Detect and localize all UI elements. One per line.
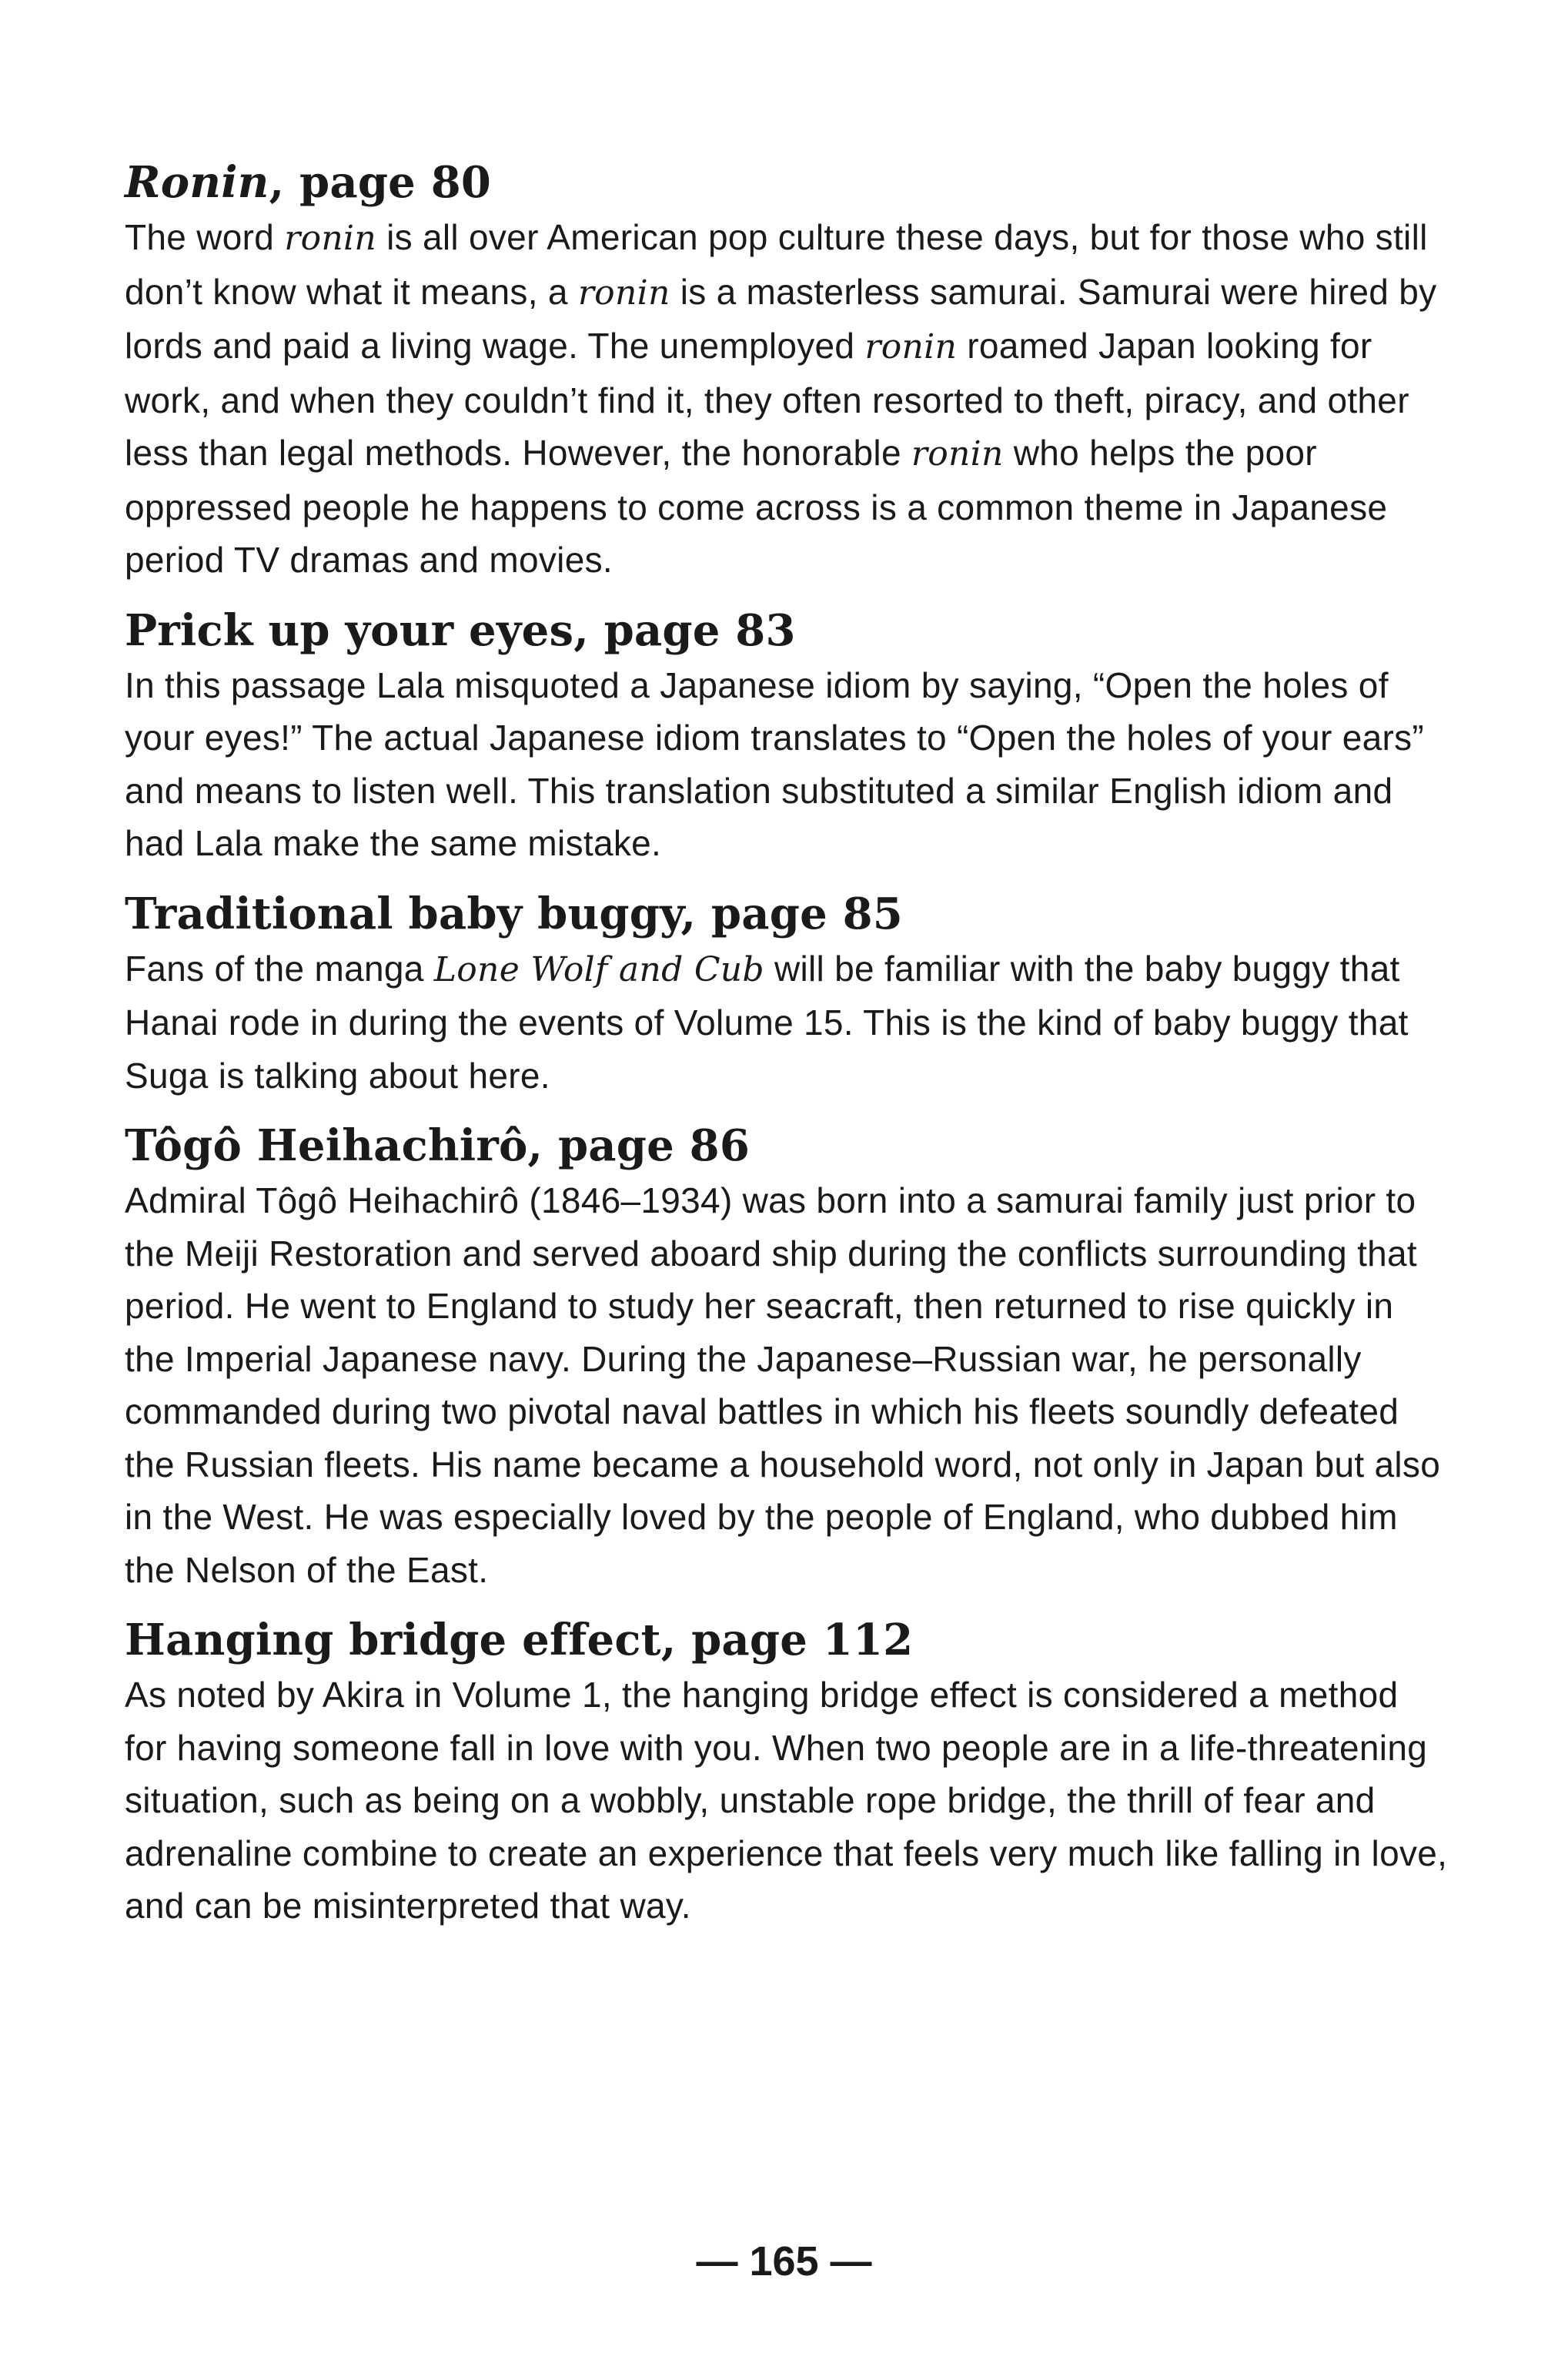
- note-italic-term: ronin: [911, 434, 1004, 474]
- note-prick-up-your-eyes: [125, 602, 1449, 870]
- note-italic-title: Lone Wolf and Cub: [433, 949, 764, 989]
- note-traditional-baby-buggy: [125, 885, 1449, 1103]
- note-body: [125, 1669, 1449, 1933]
- note-page-ref: , page 85: [680, 888, 903, 939]
- note-text: Fans of the manga: [125, 948, 434, 989]
- note-text: In this passage Lala misquoted a Japanese idiom by saying, “Open the holes of your eyes!” The actual Japanese idiom translates to “Open the holes of your ears” and means to listen well. This translation substituted a similar English idiom and had Lala make the same mistake.: [125, 664, 1425, 863]
- note-term: Tôgô Heihachirô: [125, 1120, 528, 1171]
- note-text: is all over American pop culture these days, but for those who still don’t know what it means, a: [125, 217, 1428, 312]
- translation-notes: [125, 154, 1449, 1948]
- note-page-ref: , page 83: [573, 604, 796, 656]
- note-term: Hanging bridge effect: [125, 1615, 661, 1665]
- note-term: Ronin: [125, 157, 269, 208]
- note-hanging-bridge-effect: [125, 1612, 1449, 1933]
- note-text: who helps the poor oppressed people he happens to come across is a common theme in Japanese period TV dramas and movies.: [125, 433, 1388, 580]
- page-number: — 165 —: [696, 2238, 872, 2284]
- note-body: [125, 211, 1449, 587]
- note-text: is a masterless samurai. Samurai were hired by lords and paid a living wage. The unemployed: [125, 271, 1437, 366]
- note-text: As noted by Akira in Volume 1, the hanging bridge effect is considered a method for having someone fall in love with you. When two people are in a life-threatening situation, such as being on a wobbly, unstable rope bridge, the thrill of fear and adrenaline combine to create an experience that feels very much like falling in love, and can be misinterpreted that way.: [125, 1675, 1448, 1926]
- note-italic-term: ronin: [284, 219, 377, 258]
- note-body: [125, 659, 1449, 870]
- note-term: Traditional baby buggy: [125, 888, 681, 939]
- note-text: The word: [125, 217, 285, 257]
- note-body: [125, 942, 1449, 1103]
- note-italic-term: ronin: [864, 327, 958, 367]
- note-text: Admiral Tôgô Heihachirô (1846–1934) was born into a samurai family just prior to the Meiji Restoration and served aboard ship during the conflicts surrounding that period. He went to England to study her seacraft, then returned to rise quickly in the Imperial Japanese navy. During the Japanese–Russian war, he personally commanded during two pivotal naval battles in which his fleets soundly defeated the Russian fleets. His name became a household word, not only in Japan but also in the West. He was especially loved by the people of England, who dubbed him the Nelson of the East.: [125, 1180, 1441, 1590]
- note-text: roamed Japan looking for work, and when they couldn’t find it, they often resorted to theft, piracy, and other less than legal methods. However, the honorable: [125, 326, 1409, 473]
- note-term: Prick up your eyes: [125, 604, 574, 656]
- note-heading: [125, 154, 1449, 211]
- note-heading: [125, 602, 1449, 659]
- note-ronin: [125, 154, 1449, 587]
- note-page-ref: , page 112: [660, 1615, 914, 1665]
- note-heading: [125, 885, 1449, 942]
- note-heading: [125, 1612, 1449, 1669]
- note-text: will be familiar with the baby buggy that Hanai rode in during the events of Volume 15. This is the kind of baby buggy that Suga is talking about here.: [125, 948, 1409, 1096]
- note-page-ref: , page 80: [269, 157, 492, 208]
- note-page-ref: , page 86: [527, 1120, 750, 1171]
- note-italic-term: ronin: [577, 273, 670, 313]
- note-body: [125, 1174, 1449, 1596]
- note-togo-heihachiro: [125, 1117, 1449, 1596]
- note-heading: [125, 1117, 1449, 1174]
